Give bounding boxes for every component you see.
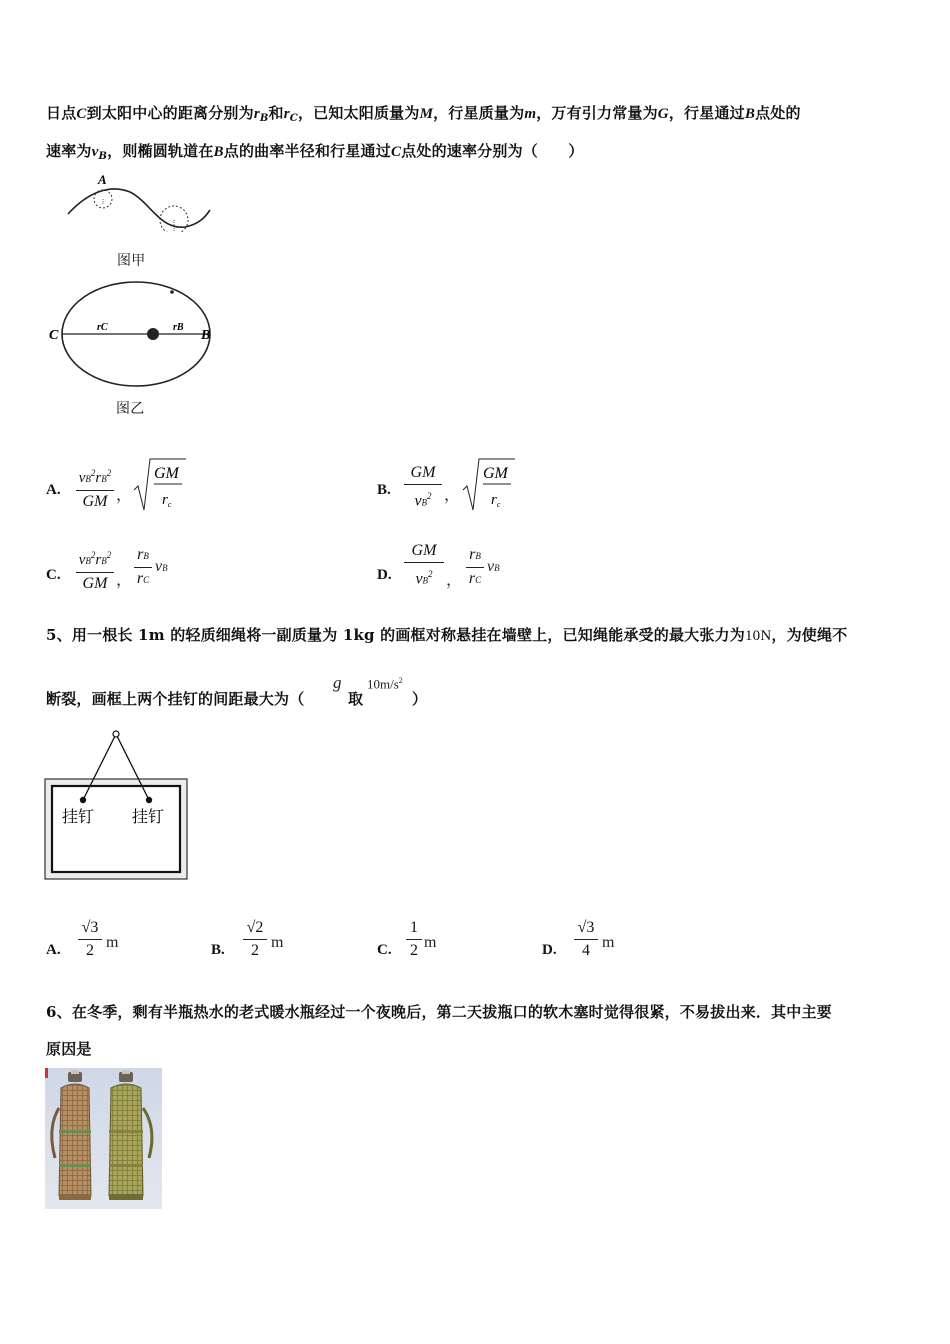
q4-option-b-sqrt xyxy=(461,456,517,514)
q4-option-b-label[interactable]: B. xyxy=(377,482,391,498)
q6-line2: 原因是 xyxy=(46,1040,92,1058)
nail-right-label: 挂钉 xyxy=(132,807,165,826)
q4-option-c-vb: vB xyxy=(155,558,168,575)
q4-option-a-fraction: $vB^2rB^2$ GM xyxy=(76,463,114,512)
fig1-label-a: A xyxy=(98,172,107,187)
fig2-label-c: C xyxy=(49,328,59,343)
fig2-caption: 图乙 xyxy=(116,401,145,417)
q4-option-d-ratio: rB rC xyxy=(466,545,484,590)
svg-text:rc: $r_c$ xyxy=(491,492,501,509)
figure-picture-frame xyxy=(44,728,190,882)
fig2-label-b: B xyxy=(201,328,211,343)
q4-option-c-comma: ， xyxy=(116,572,133,589)
q5-option-d-fraction: √3 4 xyxy=(574,918,598,961)
q5-g-value: $10m/s^2$ xyxy=(367,676,403,692)
q4-option-d-vb: vB xyxy=(487,558,500,575)
q4-option-b-fraction: GM $vB^2$ xyxy=(404,463,442,512)
q5-option-b-label[interactable]: B. xyxy=(211,942,225,958)
q4-option-a-sqrt xyxy=(132,456,188,514)
svg-text:rc: $r_c$ xyxy=(162,492,172,509)
q4-option-d-fraction: GM $vB^2$ xyxy=(404,541,444,590)
q4-option-d-comma: ， xyxy=(446,572,463,589)
q5-g-symbol: g xyxy=(333,673,342,692)
fig2-label-rc: rC xyxy=(97,322,108,333)
q4-option-a-comma: ， xyxy=(116,487,133,504)
q5-line1: 5、用一根长 1m 的轻质细绳将一副质量为 1kg 的画框对称悬挂在墙壁上，已知绳能承受的最大张力为10N，为使绳不 xyxy=(46,626,848,644)
q5-line2: 断裂，画框上两个挂钉的间距最大为（ xyxy=(46,690,305,708)
figure-wave-track xyxy=(60,172,220,232)
q5-option-c-fraction: 1 2 xyxy=(406,918,422,961)
figure-ellipse-orbit xyxy=(45,278,225,396)
q5-option-d-unit: m xyxy=(602,934,615,951)
q5-option-a-unit: m xyxy=(106,934,119,951)
q4-option-b-comma: ， xyxy=(444,487,461,504)
svg-text:GM: GM xyxy=(483,465,508,482)
q5-option-a-fraction: √3 2 xyxy=(78,918,102,961)
q5-option-c-unit: m xyxy=(424,934,437,951)
q4-option-a-label[interactable]: A. xyxy=(46,482,61,498)
svg-text:GM: GM xyxy=(154,465,179,482)
nail-left-label: 挂钉 xyxy=(62,807,95,826)
q5-line2-end: ） xyxy=(412,690,428,708)
q5-option-b-fraction: √2 2 xyxy=(243,918,267,961)
q4-line1: 日点C到太阳中心的距离分别为$r_B$和$r_C$，已知太阳质量为M，行星质量为m，万有引力常量为G，行星通过B点处的 xyxy=(46,104,801,124)
q4-option-c-ratio: rB rC xyxy=(134,545,152,590)
fig2-label-rb: rB xyxy=(173,322,184,333)
fig1-caption: 图甲 xyxy=(117,253,146,269)
q5-option-d-label[interactable]: D. xyxy=(542,942,557,958)
q5-take: 取 xyxy=(348,690,364,708)
q4-option-c-label[interactable]: C. xyxy=(46,567,61,583)
q5-option-c-label[interactable]: C. xyxy=(377,942,392,958)
q5-option-b-unit: m xyxy=(271,934,284,951)
q6-line1: 6、在冬季，剩有半瓶热水的老式暖水瓶经过一个夜晚后，第二天拔瓶口的软木塞时觉得很紧，不易拔出来．其中主要 xyxy=(46,1003,832,1021)
q4-line2: 速率为$v_B$，则椭圆轨道在B点的曲率半径和行星通过C点处的速率分别为（ ） xyxy=(46,142,584,162)
q4-option-c-fraction: $vB^2rB^2$ GM xyxy=(76,545,114,594)
q5-option-a-label[interactable]: A. xyxy=(46,942,61,958)
thermos-bottles-photo xyxy=(45,1068,162,1209)
q4-option-d-label[interactable]: D. xyxy=(377,567,392,583)
